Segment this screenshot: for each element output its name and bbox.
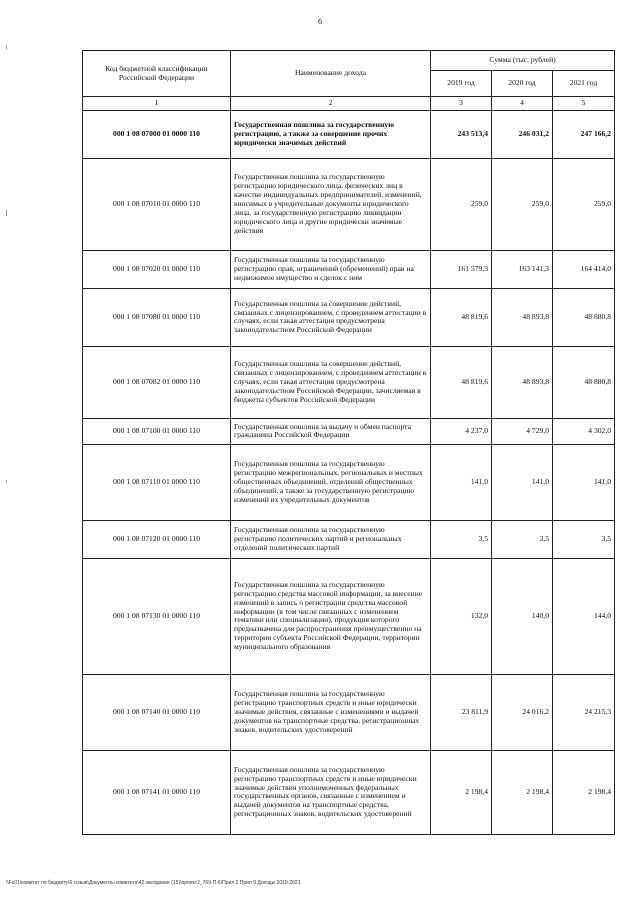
table-row (83, 346, 615, 418)
row-value-2020: 4 729,0 (492, 418, 553, 444)
table-row (83, 750, 615, 834)
index-cell: 1 (83, 97, 231, 111)
row-value-2021: 2 198,4 (553, 750, 615, 834)
row-code: 000 1 08 07120 01 0000 110 (83, 520, 231, 558)
row-code: 000 1 08 07020 01 0000 110 (83, 250, 231, 288)
row-name: Государственная пошлина за выдачу и обмен паспорта гражданина Российской Федерации (231, 418, 431, 444)
row-code: 000 1 08 07080 01 0000 110 (83, 288, 231, 346)
table-row (83, 418, 615, 444)
row-code: 000 1 08 07082 01 0000 110 (83, 346, 231, 418)
row-value-2020: 3,5 (492, 520, 553, 558)
row-name: Государственная пошлина за совершение действий, связанных с лицензированием, с проведением аттестации в случаях, если такая аттестация предусмотрена законодательством Российской Федерации (231, 288, 431, 346)
row-value-2019: 243 513,4 (431, 110, 492, 158)
row-value-2021: 48 880,8 (553, 288, 615, 346)
row-value-2019: 141,0 (431, 444, 492, 520)
row-value-2020: 2 198,4 (492, 750, 553, 834)
index-cell: 5 (553, 97, 615, 111)
table-row (83, 250, 615, 288)
row-name: Государственная пошлина за государственную регистрацию юридического лица, физических лиц в качестве индивидуальных предпринимателей, изменений, вносимых в учредительные документы юридического лица, за государственную регистрацию ликвидации юридического лица и другие юридически значимые действия (231, 158, 431, 250)
index-cell: 2 (231, 97, 431, 111)
row-name: Государственная пошлина за государственную регистрацию, а также за совершение прочих юридически значимых действий (231, 110, 431, 158)
row-value-2019: 4 237,0 (431, 418, 492, 444)
row-value-2019: 48 819,6 (431, 288, 492, 346)
row-value-2019: 132,0 (431, 558, 492, 674)
row-value-2020: 140,0 (492, 558, 553, 674)
row-value-2021: 247 166,2 (553, 110, 615, 158)
row-value-2019: 161 579,3 (431, 250, 492, 288)
page-number: 6 (318, 17, 322, 26)
row-value-2021: 164 414,0 (553, 250, 615, 288)
row-code: 000 1 08 07100 01 0000 110 (83, 418, 231, 444)
row-code: 000 1 08 07000 01 0000 110 (83, 110, 231, 158)
header-sum: Сумма (тыс. рублей) (431, 51, 615, 71)
table-row (83, 674, 615, 750)
index-cell: 4 (492, 97, 553, 111)
row-name: Государственная пошлина за государственную регистрацию межрегиональных, региональных и местных общественных объединений, отделений общественных объединений, а также за государственную регистрацию изменений их учредительных документов (231, 444, 431, 520)
row-value-2019: 3,5 (431, 520, 492, 558)
row-value-2021: 3,5 (553, 520, 615, 558)
row-value-2020: 163 141,3 (492, 250, 553, 288)
row-value-2021: 141,0 (553, 444, 615, 520)
row-code: 000 1 08 07130 01 0000 110 (83, 558, 231, 674)
row-name: Государственная пошлина за совершение действий, связанных с лицензированием, с проведением аттестации в случаях, если такая аттестация предусмотрена законодательством Российской Федерации, зачисляемая в бюджеты субъектов Российской Федерации (231, 346, 431, 418)
row-value-2021: 48 880,8 (553, 346, 615, 418)
row-code: 000 1 08 07140 01 0000 110 (83, 674, 231, 750)
row-value-2020: 48 893,8 (492, 288, 553, 346)
row-value-2020: 259,0 (492, 158, 553, 250)
row-name: Государственная пошлина за государственную регистрацию транспортных средств и иные юридически значимые действия уполномоченных федеральных государственных органов, связанные с изменением и выдачей документов на транспортные средства, регистрационных знаков, водительских удостоверений (231, 750, 431, 834)
row-name: Государственная пошлина за государственную регистрацию средства массовой информации, за внесение изменений в запись о регистрации средства массовой информации (в том числе связанных с изменением тематики или специализации), продукция которого предназначена для распространения преимущественно на территории субъекта Российской Федерации, территории муниципального образования (231, 558, 431, 674)
index-cell: 3 (431, 97, 492, 111)
row-value-2020: 141,0 (492, 444, 553, 520)
header-year-2020: 2020 год (492, 71, 553, 97)
table-row (83, 110, 615, 158)
row-value-2019: 2 198,4 (431, 750, 492, 834)
row-value-2020: 48 893,8 (492, 346, 553, 418)
table-row (83, 558, 615, 674)
header-year-2019: 2019 год (431, 71, 492, 97)
row-name: Государственная пошлина за государственную регистрацию политических партий и региональных отделений политических партий (231, 520, 431, 558)
row-value-2021: 259,0 (553, 158, 615, 250)
header-code: Код бюджетной классификации Российской Федерации (83, 51, 231, 97)
row-name: Государственная пошлина за государственную регистрацию прав, ограничений (обременений) прав на недвижимое имущество и сделок с ним (231, 250, 431, 288)
margin-mark-middle (6, 210, 7, 216)
row-name: Государственная пошлина за государственную регистрацию транспортных средств и иные юридически значимые действия, связанные с изменениями и выдачей документов на транспортные средства, регистрационных знаков, водительских удостоверений (231, 674, 431, 750)
table-row (83, 288, 615, 346)
row-value-2021: 144,0 (553, 558, 615, 674)
table-row (83, 444, 615, 520)
row-value-2019: 23 811,9 (431, 674, 492, 750)
margin-mark-top (6, 45, 7, 49)
row-code: 000 1 08 07141 01 0000 110 (83, 750, 231, 834)
revenue-table (82, 50, 615, 835)
header-name: Наименование дохода (231, 51, 431, 97)
row-value-2021: 4 302,0 (553, 418, 615, 444)
row-code: 000 1 08 07110 01 0000 110 (83, 444, 231, 520)
row-code: 000 1 08 07010 01 0000 110 (83, 158, 231, 250)
table-row (83, 158, 615, 250)
row-value-2021: 24 215,3 (553, 674, 615, 750)
row-value-2019: 48 819,6 (431, 346, 492, 418)
row-value-2020: 24 016,2 (492, 674, 553, 750)
header-year-2021: 2021 год (553, 71, 615, 97)
row-value-2020: 246 031,2 (492, 110, 553, 158)
margin-mark-bottom (6, 480, 7, 483)
row-value-2019: 259,0 (431, 158, 492, 250)
table-row (83, 520, 615, 558)
footer-file-path: \\Fs01\комитет по бюджету\6 созыв\Документы комитета\42 заседание (15)\проект2_769-П-6\Прил 2 Прил 9 Доходы 2019-2021 (6, 880, 301, 886)
